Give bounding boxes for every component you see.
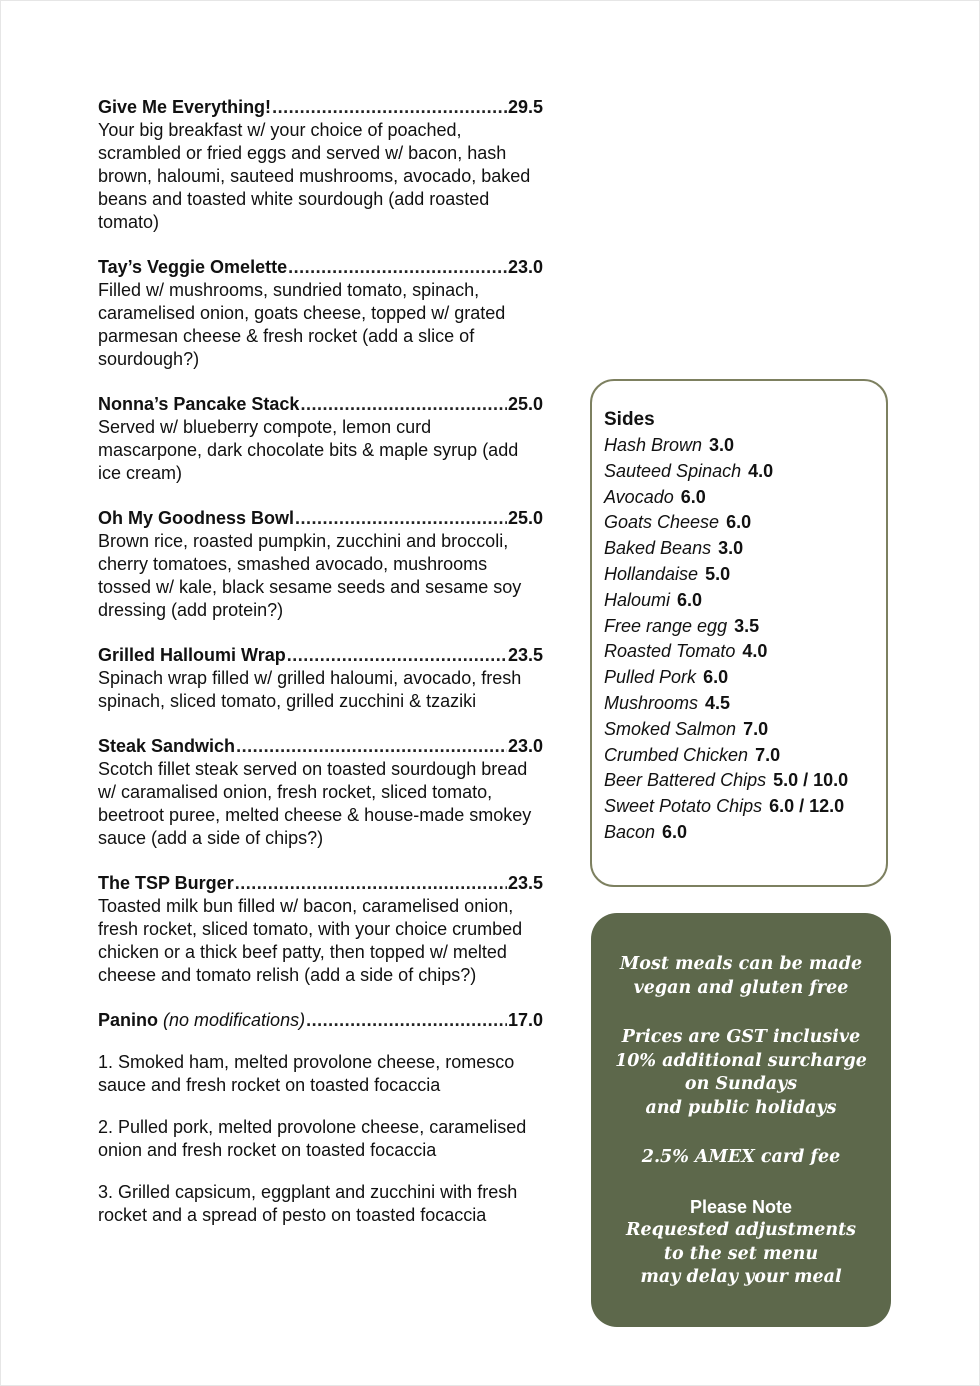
dot-leader [236, 735, 507, 758]
menu-item-name: The TSP Burger [98, 873, 234, 893]
side-price: 3.0 [709, 435, 735, 455]
menu-item-name: Panino [98, 1010, 159, 1030]
menu-item [98, 507, 543, 622]
side-name: Mushrooms [604, 692, 699, 713]
side-name: Haloumi [604, 589, 671, 610]
menu-item-description: Scotch fillet steak served on toasted sourdough bread w/ caramalised onion, fresh rocket, sliced tomato, beetroot puree, melted cheese & house-made smokey sauce (add a side of chips?) [98, 759, 532, 848]
amex-notice [591, 1146, 891, 1170]
side-price: 7.0 [755, 744, 781, 765]
side-item [604, 820, 886, 846]
side-item [604, 665, 886, 691]
side-item [604, 562, 886, 588]
menu-item-header [98, 872, 543, 895]
menu-item-description: Toasted milk bun filled w/ bacon, caramelised onion, fresh rocket, sliced tomato, with your choice crumbed chicken or a thick beef patty, then topped w/ melted cheese and tomato relish (add a side of chips?) [98, 896, 523, 985]
info-line: may delay your meal [640, 1267, 842, 1287]
side-name: Goats Cheese [604, 512, 720, 533]
menu-item-name: Steak Sandwich [98, 736, 236, 756]
menu-item-header [98, 256, 543, 279]
panino-option: 1. Smoked ham, melted provolone cheese, romesco sauce and fresh rocket on toasted focaccia [98, 1052, 515, 1095]
menu-item [98, 393, 543, 485]
side-item [604, 691, 886, 717]
sides-title: Sides [604, 409, 655, 430]
side-price: 4.0 [742, 641, 768, 662]
side-price: 6.0 / 12.0 [769, 796, 845, 817]
menu-list [98, 96, 543, 1249]
side-name: Sweet Potato Chips [604, 796, 763, 817]
menu-item [98, 644, 543, 713]
side-name: Beer Battered Chips [604, 770, 767, 791]
side-item [604, 614, 886, 640]
panino-option: 3. Grilled capsicum, eggplant and zucchini with fresh rocket and a spread of pesto on toasted focaccia [98, 1182, 518, 1225]
menu-item [98, 735, 543, 850]
side-name: Sauteed Spinach [604, 460, 742, 481]
side-item [604, 510, 886, 536]
menu-item-description: Filled w/ mushrooms, sundried tomato, spinach, caramelised onion, goats cheese, topped w/ grated parmesan cheese & fresh rocket (add a slice of sourdough?) [98, 280, 506, 369]
adjustment-notice [591, 1196, 891, 1290]
sides-box [590, 379, 888, 887]
dot-leader [288, 256, 507, 279]
menu-item-header [98, 393, 543, 416]
menu-item-header [98, 1009, 543, 1032]
side-item [604, 794, 886, 820]
side-name: Crumbed Chicken [604, 744, 749, 765]
info-line: on Sundays [684, 1074, 798, 1094]
menu-item-header [98, 735, 543, 758]
menu-item-name: Oh My Goodness Bowl [98, 508, 295, 528]
dot-leader [295, 507, 507, 530]
side-price: 6.0 [677, 589, 703, 610]
menu-item-header [98, 96, 543, 119]
menu-item-price: 17.0 [507, 1010, 543, 1030]
info-line: vegan and gluten free [633, 977, 849, 998]
menu-item-price: 25.0 [507, 508, 543, 528]
menu-item-price: 23.0 [507, 736, 543, 756]
menu-item-price: 25.0 [507, 394, 543, 414]
side-name: Roasted Tomato [604, 641, 736, 662]
side-item [604, 485, 886, 511]
side-price: 3.5 [734, 615, 760, 636]
menu-item-name: Tay’s Veggie Omelette [98, 257, 288, 277]
menu-item-price: 29.5 [507, 97, 543, 117]
info-line: Requested adjustments [625, 1220, 857, 1240]
menu-item [98, 96, 543, 234]
side-name: Baked Beans [604, 538, 712, 559]
side-price: 6.0 [680, 486, 706, 507]
menu-item-note: (no modifications) [163, 1010, 306, 1030]
side-item [604, 639, 886, 665]
info-line: and public holidays [645, 1097, 837, 1118]
side-item [604, 768, 886, 794]
side-price: 4.5 [705, 692, 731, 713]
menu-item-description: Served w/ blueberry compote, lemon curd mascarpone, dark chocolate bits & maple syrup (add ice cream) [98, 417, 519, 483]
side-name: Free range egg [604, 615, 728, 636]
side-item [604, 536, 886, 562]
side-name: Pulled Pork [604, 667, 697, 688]
panino-item [98, 1009, 543, 1227]
menu-item-name: Grilled Halloumi Wrap [98, 645, 286, 665]
side-price: 7.0 [743, 718, 769, 739]
pricing-notice [591, 1026, 891, 1120]
menu-item-name: Nonna’s Pancake Stack [98, 394, 300, 414]
dot-leader [235, 872, 507, 895]
menu-item-description: Spinach wrap filled w/ grilled haloumi, avocado, fresh spinach, sliced tomato, grilled zucchini & tzaziki [98, 668, 522, 711]
dot-leader [300, 393, 507, 416]
info-line: Most meals can be made [619, 954, 863, 974]
info-box [591, 913, 891, 1327]
menu-item-name: Give Me Everything! [98, 97, 272, 117]
side-item [604, 588, 886, 614]
side-name: Avocado [604, 486, 674, 507]
side-name: Smoked Salmon [604, 718, 737, 739]
info-line: 2.5% AMEX card fee [641, 1147, 841, 1167]
side-item [604, 743, 886, 769]
info-line: to the set menu [663, 1243, 819, 1264]
panino-option: 2. Pulled pork, melted provolone cheese, caramelised onion and fresh rocket on toasted focaccia [98, 1117, 527, 1160]
menu-item [98, 872, 543, 987]
side-price: 6.0 [703, 667, 729, 688]
side-item [604, 717, 886, 743]
menu-item-price: 23.5 [507, 645, 543, 665]
menu-item-price: 23.0 [507, 257, 543, 277]
dot-leader [306, 1009, 507, 1032]
menu-item-price: 23.5 [507, 873, 543, 893]
side-name: Hash Brown [604, 435, 703, 455]
side-price: 3.0 [718, 538, 744, 559]
side-price: 5.0 [705, 563, 731, 584]
dot-leader [287, 644, 507, 667]
note-title: Please Note [689, 1196, 793, 1217]
dot-leader [272, 96, 507, 119]
side-name: Bacon [604, 821, 656, 842]
vegan-notice [591, 953, 891, 1000]
side-name: Hollandaise [604, 563, 699, 584]
menu-item [98, 256, 543, 371]
side-price: 6.0 [726, 512, 752, 533]
side-item [604, 459, 886, 485]
menu-item-description: Brown rice, roasted pumpkin, zucchini and broccoli, cherry tomatoes, smashed avocado, mushrooms tossed w/ kale, black sesame seeds and sesame soy dressing (add protein?) [98, 531, 522, 620]
info-line: 10% additional surcharge [615, 1050, 867, 1071]
side-price: 4.0 [748, 460, 774, 481]
menu-item-header [98, 644, 543, 667]
side-item [604, 433, 886, 459]
menu-item-description: Your big breakfast w/ your choice of poached, scrambled or fried eggs and served w/ bacon, hash brown, haloumi, sauteed mushrooms, avocado, baked beans and toasted white sourdough (add roasted tomato) [98, 120, 531, 232]
side-price: 6.0 [662, 821, 688, 842]
side-price: 5.0 / 10.0 [773, 770, 849, 791]
menu-item-header [98, 507, 543, 530]
info-line: Prices are GST inclusive [621, 1027, 861, 1047]
